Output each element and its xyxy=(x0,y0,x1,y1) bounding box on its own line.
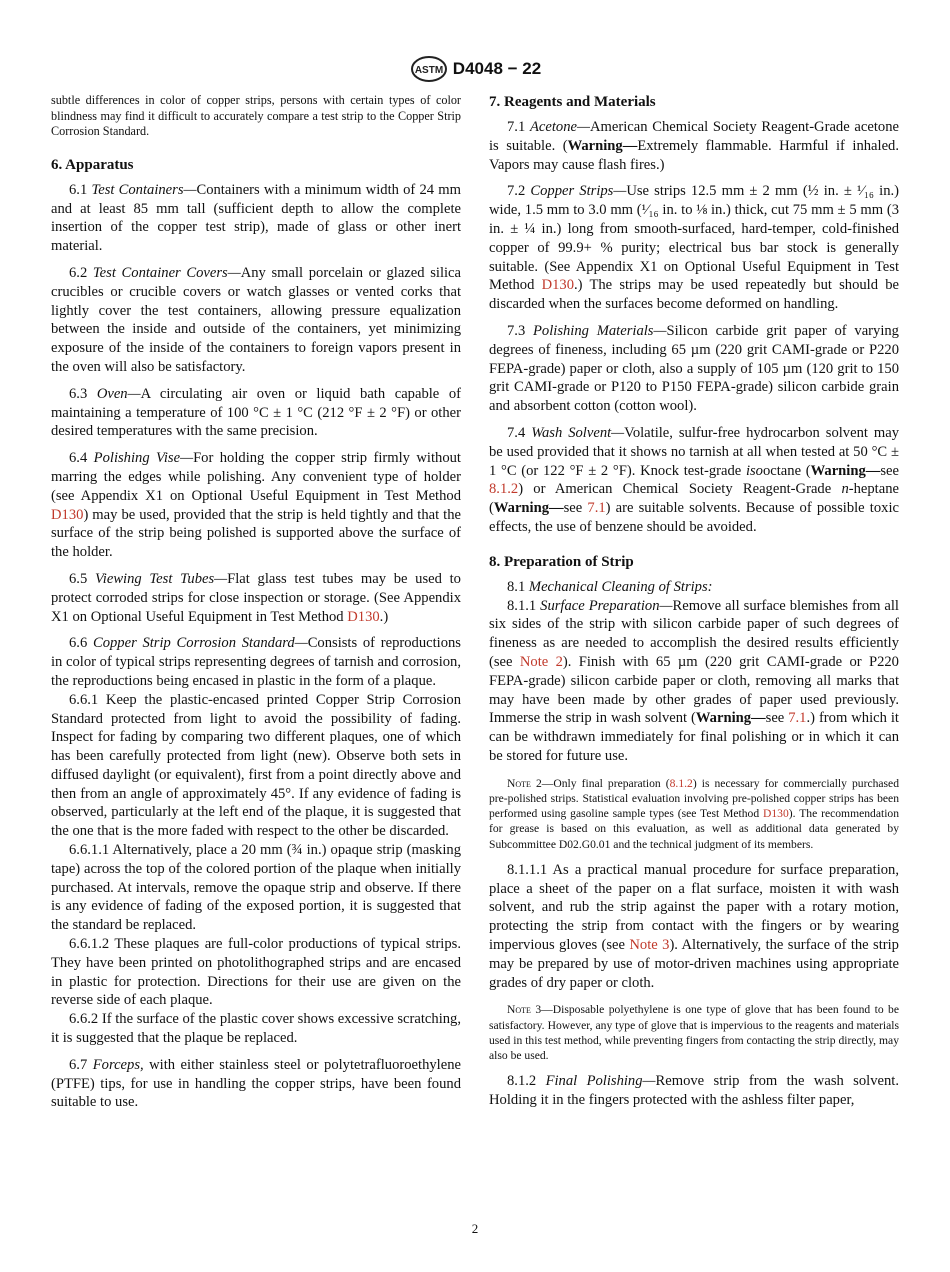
para-8-1: 8.1 Mechanical Cleaning of Strips: xyxy=(507,578,713,595)
note-2: Note 2—Only final preparation (8.1.2) is necessary for commercially purchased pre-polished strips. Statistical evaluation involving pre-polished copper strips has been performed using gasoline sample types (see Test Method D130). The recommendation for grease is based on this evaluation, as well as additional data generated by Subcommittee D02.G0.01 and the technical judgment of its members. xyxy=(489,776,900,851)
intro-paragraph: subtle differences in color of copper strips, persons with certain types of color blindness may find it difficult to accurately compare a test strip to the Copper Strip Corrosion Standard. xyxy=(51,93,461,139)
para-7-1: 7.1 Acetone—American Chemical Society Reagent-Grade acetone is suitable. (Warning—Extremely flammable. Harmful if inhaled. Vapors may cause flash fires.) xyxy=(489,119,899,173)
section-7-1-link[interactable]: 7.1 xyxy=(788,710,807,727)
para-6-5: 6.5 Viewing Test Tubes—Flat glass test tubes may be used to protect corroded strips for close inspection or storage. (See Appendix X1 on Optional Useful Equipment in Test Method D130.) xyxy=(51,570,461,625)
section-8-heading: 8. Preparation of Strip xyxy=(489,553,634,570)
para-6-6-1-2: 6.6.1.2 These plaques are full-color productions of typical strips. They have been printed on photolithographed strips and are encased in plastic for protection. Directions for their use are given on the reverse side of each plaque. xyxy=(51,936,461,1009)
page-number: 2 xyxy=(471,1221,479,1236)
astm-logo xyxy=(409,55,449,83)
para-7-2: 7.2 Copper Strips—Use strips 12.5 mm ± 2 mm (½ in. ± ¹⁄₁₆ in.) wide, 1.5 mm to 3.0 mm (¹⁄₁₆ in. to ⅛ in.) thick, cut 75 mm ± 5 mm (3 in. ± ¼ in.) long from smooth-surfaced, hard-temper, cold-finished copper of 99.9+ % purity; electrical bus bar stock is generally suitable. (See Appendix X1 on Optional Useful Equipment in Test Method D130.) The strips may be used repeatedly but should be discarded when the surfaces become deformed on handling. xyxy=(489,183,899,313)
section-7-1-link[interactable]: 7.1 xyxy=(587,500,606,517)
section-8-1-2-link[interactable]: 8.1.2 xyxy=(669,776,693,790)
para-7-3: 7.3 Polishing Materials—Silicon carbide grit paper of varying degrees of fineness, including 65 µm (220 grit CAMI-grade or P220 FEPA-grade) paper or cloth, also a supply of 105 µm (120 grit to 150 grit CAMI-grade or P120 to P150 FEPA-grade) silicon carbide grain and absorbent cotton (cotton wool). xyxy=(489,322,899,415)
para-6-2: 6.2 Test Container Covers—Any small porcelain or glazed silica crucibles or crucible covers or watch glasses or vented corks that lightly cover the test containers, allowing pressure equalization between the inside and outside of the containers, yet minimizing exposure of the inside of the containers to foreign vapors present in the oven will also be satisfactory. xyxy=(51,264,462,375)
para-6-6-1: 6.6.1 Keep the plastic-encased printed Copper Strip Corrosion Standard protected from light to avoid the possibility of fading. Inspect for fading by comparing two different plaques, one of which has been carefully protected from light (new). Observe both sets in diffused daylight (or equivalent), first from a point directly above and then from an angle of approximately 45°. If any evidence of fading is observed, particularly at the left end of the plaque, it is suggested that the one that is the more faded with respect to the other be discarded. xyxy=(51,691,461,840)
para-6-7: 6.7 Forceps, with either stainless steel or polytetrafluoroethylene (PTFE) tips, for use in handling the copper strips, have been found suitable to use. xyxy=(51,1056,461,1111)
document-code: D4048 − 22 xyxy=(452,59,542,78)
para-8-1-1: 8.1.1 Surface Preparation—Remove all surface blemishes from all six sides of the strip with silicon carbide paper of such degrees of fineness as are needed to accomplish the desired results efficiently (see Note 2). Finish with 65 µm (220 grit CAMI-grade or P220 FEPA-grade) silicon carbide paper or cloth, removing all marks that may have been made by other grades of paper used previously. Immerse the strip in wash solvent (Warning—see 7.1.) from which it can be withdrawn immediately for final polishing or in which it can be stored for future use. xyxy=(489,597,899,764)
para-6-6-2: 6.6.2 If the surface of the plastic cover shows excessive scratching, it is suggested that the plaque be replaced. xyxy=(51,1011,461,1047)
note-3-link[interactable]: Note 3 xyxy=(629,936,670,953)
d130-link[interactable]: D130 xyxy=(347,608,380,625)
para-8-1-2: 8.1.2 Final Polishing—Remove strip from the wash solvent. Holding it in the fingers protected with the ashless filter paper, xyxy=(489,1073,899,1108)
para-6-3: 6.3 Oven—A circulating air oven or liquid bath capable of maintaining a temperature of 100 °C ± 1 °C (212 °F ± 2 °F) or other desired temperatures with the same precision. xyxy=(51,385,461,440)
para-7-4: 7.4 Wash Solvent—Volatile, sulfur-free hydrocarbon solvent may be used provided that it shows no tarnish at all when tested at 50 °C ± 1 °C (or 122 °F ± 2 °F). Knock test-grade isooctane (Warning—see 8.1.2) or American Chemical Society Reagent-Grade n-heptane (Warning—see 7.1) are suitable solvents. Because of possible toxic effects, the use of benzene should be avoided. xyxy=(489,424,899,535)
para-6-4: 6.4 Polishing Vise—For holding the copper strip firmly without marring the edges while polishing. Any convenient type of holder (see Appendix X1 on Optional Useful Equipment in Test Method D130) may be used, provided that the strip is held tightly and that the surface of the strip being polished is supported above the surface of the holder. xyxy=(51,450,461,561)
section-8-1-2-link[interactable]: 8.1.2 xyxy=(489,481,519,498)
page-header xyxy=(0,55,950,85)
section-7-heading: 7. Reagents and Materials xyxy=(489,94,656,110)
right-column xyxy=(489,93,899,1118)
para-8-1-1-1: 8.1.1.1 As a practical manual procedure for surface preparation, place a sheet of the paper on a flat surface, moisten it with wash solvent, and rub the strip against the paper with a rotary motion, protecting the strip from contact with the fingers or by wearing impervious gloves (see Note 3). Alternatively, the surface of the strip may be prepared by use of motor-driven machines using appropriate grades of dry paper or cloth. xyxy=(489,861,899,991)
d130-link[interactable]: D130 xyxy=(541,277,575,294)
note-2-link[interactable]: Note 2 xyxy=(519,653,563,670)
para-6-6: 6.6 Copper Strip Corrosion Standard—Consists of reproductions in color of typical strips representing degrees of tarnish and corrosion, the reproductions being encased in plastic in the form of a plaque. xyxy=(51,635,461,689)
svg-text:ASTM: ASTM xyxy=(414,65,443,76)
section-6-heading: 6. Apparatus xyxy=(51,156,134,173)
d130-link[interactable]: D130 xyxy=(763,807,789,821)
left-column xyxy=(51,93,461,1120)
para-6-6-1-1: 6.6.1.1 Alternatively, place a 20 mm (¾ in.) opaque strip (masking tape) across the top of the colored portion of the plaque when initially purchased. At intervals, remove the opaque strip and observe. If there is any evidence of fading of the exposed portion, it is suggested that the standard be replaced. xyxy=(51,842,461,934)
note-3: Note 3—Disposable polyethylene is one type of glove that has been found to be satisfactory. However, any type of glove that is impervious to the reagents and materials used in this test method, while preventing fingers from contacting the strip directly, may also be used. xyxy=(489,1003,899,1062)
para-6-1: 6.1 Test Containers—Containers with a minimum width of 24 mm and at least 85 mm tall (sufficient depth to allow the complete insertion of the copper test strip), made of glass or other inert material. xyxy=(51,181,461,255)
d130-link[interactable]: D130 xyxy=(51,506,84,523)
